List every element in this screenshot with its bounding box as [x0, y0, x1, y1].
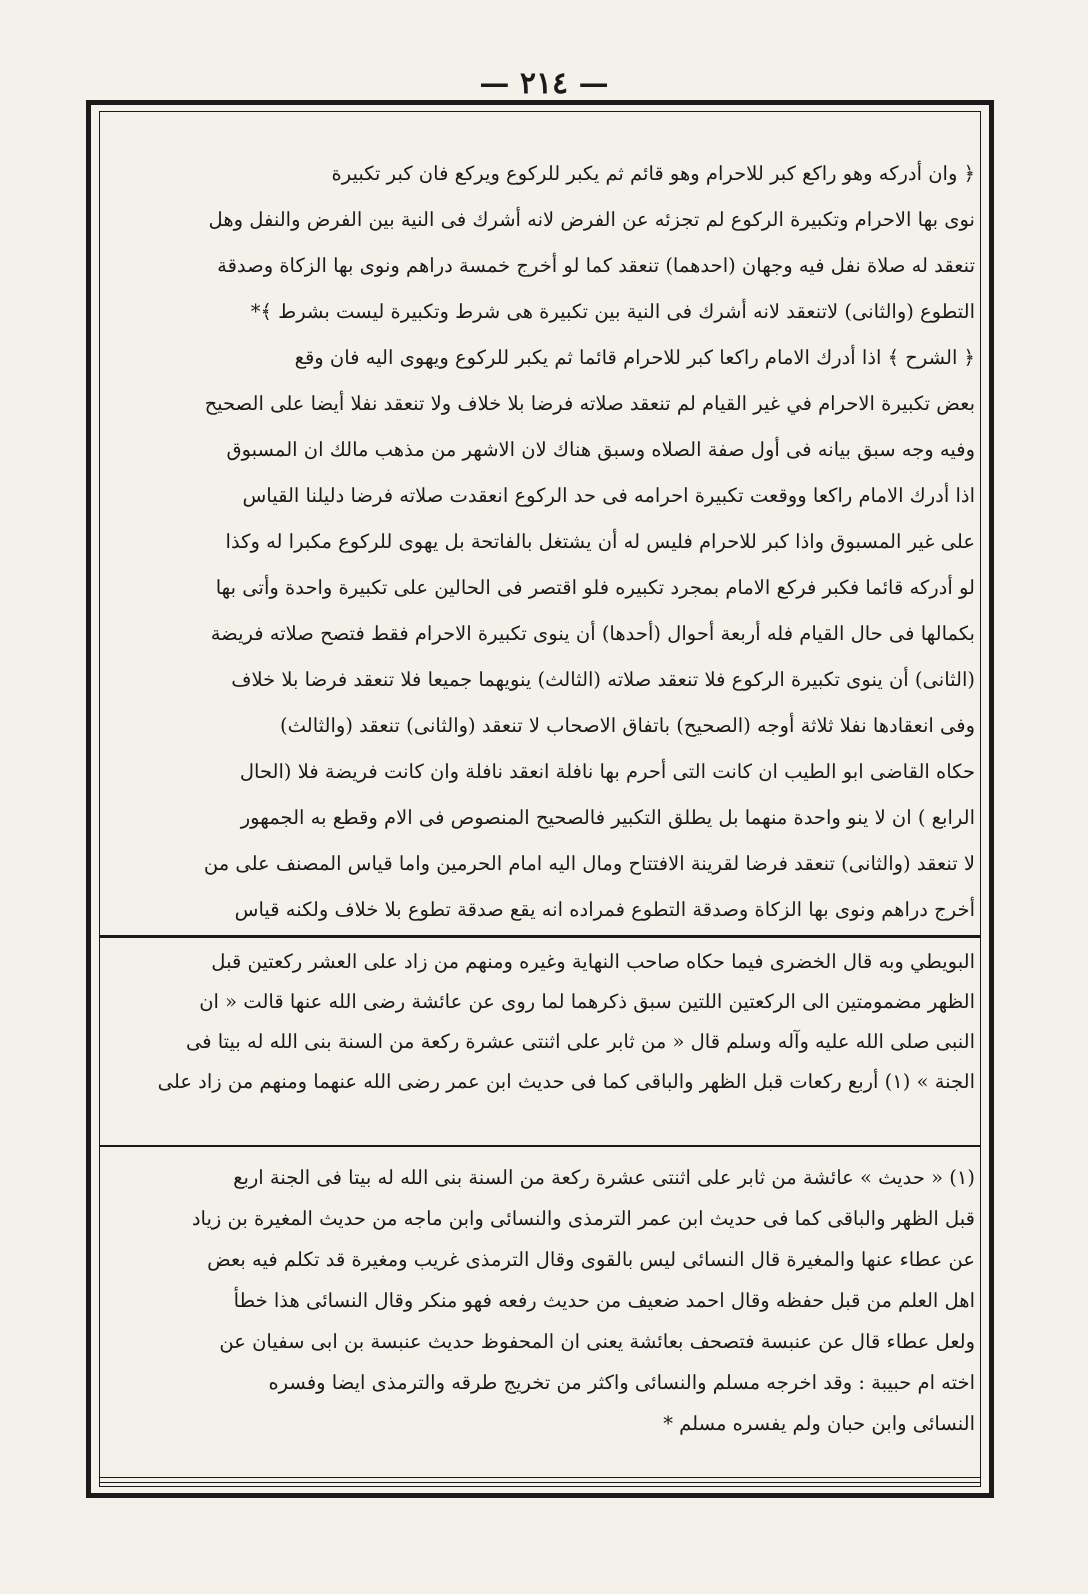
- main-text: [105, 151, 975, 933]
- main-text-line: أخرج دراهم ونوى بها الزكاة وصدقة التطوع فمراده انه يقع صدقة تطوع بلا خلاف ولكنه قياس: [234, 898, 975, 921]
- footnote-line: اخته ام حبيبة : وقد اخرجه مسلم والنسائى واكثر من تخريج طرقه والترمذى ايضا وفسره: [268, 1371, 975, 1394]
- main-text-line: تنعقد له صلاة نفل فيه وجهان (احدهما) تنعقد كما لو أخرج خمسة دراهم ونوى بها الزكاة وصدقة: [217, 254, 975, 277]
- commentary-line: الظهر مضمومتين الى الركعتين اللتين سبق ذكرهما لما روى عن عائشة رضى الله عنها قالت « ان: [199, 990, 975, 1013]
- footnote-line: قبل الظهر والباقى كما فى حديث ابن عمر الترمذى والنسائى وابن ماجه من حديث المغيرة بن زياد: [191, 1207, 975, 1230]
- main-text-line: وفيه وجه سبق بيانه فى أول صفة الصلاه وسبق هناك لان الاشهر من مذهب مالك ان المسبوق: [226, 438, 975, 461]
- main-text-line: على غير المسبوق واذا كبر للاحرام فليس له أن يشتغل بالفاتحة بل يهوى للركوع مكبرا له وكذا: [225, 530, 975, 553]
- page-number: — ٢١٤ —: [479, 66, 609, 101]
- main-text-line: بعض تكبيرة الاحرام في غير القيام لم تنعقد صلاته فرضا بلا خلاف ولا تنعقد نفلا أيضا على الصحيح: [204, 392, 975, 415]
- commentary-text: [105, 942, 975, 1102]
- page-frame: [86, 100, 994, 1498]
- main-text-line: نوى بها الاحرام وتكبيرة الركوع لم تجزئه عن الفرض لانه أشرك فى النية بين الفرض والنفل وهل: [208, 208, 975, 231]
- footnote-line: اهل العلم من قبل حفظه وقال احمد ضعيف من حديث رفعه فهو منكر وقال النسائى هذا خطأ: [233, 1289, 975, 1312]
- main-text-line: (الثانى) أن ينوى تكبيرة الركوع فلا تنعقد صلاته (الثالث) ينويهما جميعا فلا تنعقد فرضا بلا خلاف: [231, 668, 975, 691]
- footnote-text: [105, 1157, 975, 1444]
- main-text-line: اذا أدرك الامام راكعا ووقعت تكبيرة احرامه فى حد الركوع انعقدت صلاته فرضا دليلنا القياس: [242, 484, 975, 507]
- main-text-line: لو أدركه قائما فكبر فركع الامام بمجرد تكبيره فلو اقتصر فى الحالين على تكبيرة واحدة وأتى بها: [215, 576, 975, 599]
- commentary-line: البويطي وبه قال الخضرى فيما حكاه صاحب النهاية وغيره ومنهم من زاد على العشر ركعتين قبل: [211, 950, 975, 973]
- main-text-line: لا تنعقد (والثانى) تنعقد فرضا لقرينة الافتتاح ومال اليه امام الحرمين واما قياس المصنف على من: [203, 852, 975, 875]
- main-text-line: بكمالها فى حال القيام فله أربعة أحوال (أحدها) أن ينوى تكبيرة الاحرام فقط فتصح صلاته فريضة: [210, 622, 975, 645]
- footnote-line: (١) « حديث » عائشة من ثابر على اثنتى عشرة ركعة من السنة بنى الله له بيتا فى الجنة اربع: [233, 1166, 975, 1189]
- bottom-border-rule: [99, 1477, 981, 1483]
- footnote-line: ولعل عطاء قال عن عنبسة فتصحف بعائشة يعنى ان المحفوظ حديث عنبسة بن ابى سفيان عن: [219, 1330, 975, 1353]
- section-divider: [99, 935, 981, 938]
- footnote-line: عن عطاء عنها والمغيرة قال النسائى ليس بالقوى وقال الترمذى غريب ومغيرة قد تكلم فيه بعض: [207, 1248, 975, 1271]
- main-text-line: التطوع (والثانى) لاتنعقد لانه أشرك فى النية بين تكبيرة هى شرط وتكبيرة ليست بشرط ﴾*: [250, 300, 975, 323]
- commentary-line: الجنة » (١) أربع ركعات قبل الظهر والباقى كما فى حديث ابن عمر رضى الله عنهما ومنهم من زاد على: [157, 1070, 975, 1093]
- commentary-line: النبى صلى الله عليه وآله وسلم قال « من ثابر على اثنتى عشرة ركعة من السنة بنى الله له بيتا فى: [185, 1030, 975, 1053]
- main-text-line: الرابع ) ان لا ينو واحدة منهما بل يطلق التكبير فالصحيح المنصوص فى الام وقطع به الجمهور: [240, 806, 975, 829]
- main-text-line: ﴿ الشرح ﴾ اذا أدرك الامام راكعا كبر للاحرام قائما ثم يكبر للركوع ويهوى اليه فان وقع: [294, 346, 975, 369]
- footnote-line: النسائى وابن حبان ولم يفسره مسلم *: [663, 1412, 975, 1435]
- main-text-line: ﴿ وان أدركه وهو راكع كبر للاحرام وهو قائم ثم يكبر للركوع ويركع فان كبر تكبيرة: [331, 162, 975, 185]
- main-text-line: وفى انعقادها نفلا ثلاثة أوجه (الصحيح) باتفاق الاصحاب لا تنعقد (والثانى) تنعقد (والثالث): [280, 714, 975, 737]
- footnote-divider: [99, 1145, 981, 1147]
- main-text-line: حكاه القاضى ابو الطيب ان كانت التى أحرم بها نافلة انعقد نافلة وان كانت فريضة فلا (الحال: [239, 760, 975, 783]
